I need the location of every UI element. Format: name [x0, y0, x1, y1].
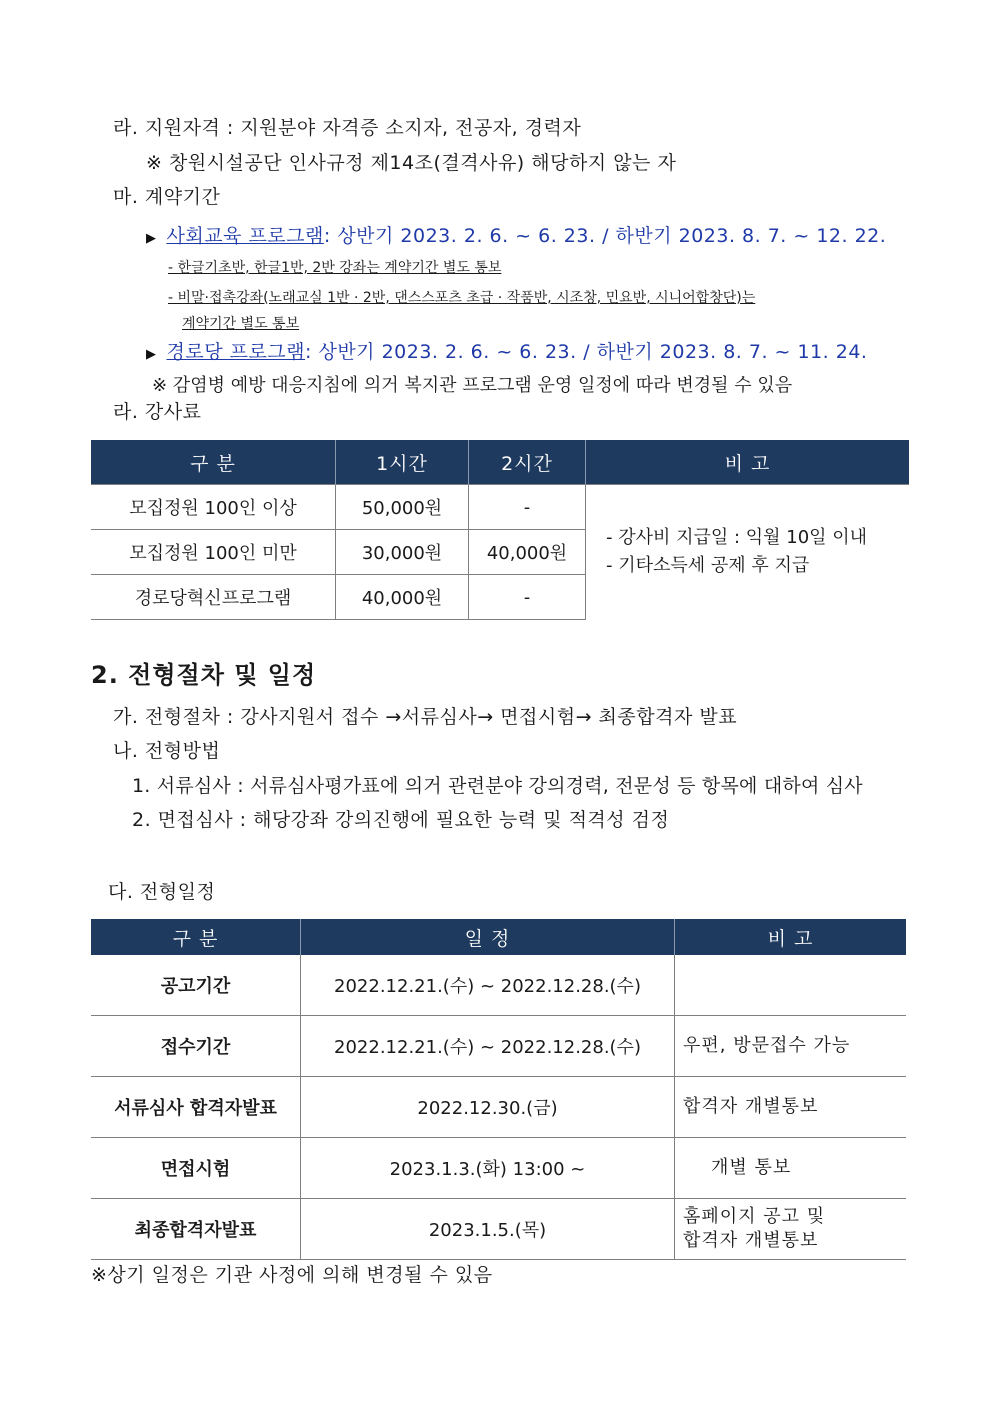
schedule-note-line1: 홈페이지 공고 및: [683, 1206, 826, 1227]
schedule-date: 2023.1.5.(목): [301, 1199, 675, 1260]
procedure-line: 가. 전형절차 : 강사지원서 접수 →서류심사→ 면접시험→ 최종합격자 발표: [113, 706, 738, 728]
table-row: [91, 1077, 906, 1138]
contract-sub2a: - 비말·접촉강좌(노래교실 1반 · 2반, 댄스스포츠 초급 · 작품반, 시조창, 민요반, 시니어합창단)는: [168, 290, 756, 306]
contract-sub2b: 계약기간 별도 통보: [182, 316, 300, 332]
fee-table: [91, 440, 909, 620]
table-row: [91, 1016, 906, 1077]
schedule-date: 2022.12.30.(금): [301, 1077, 675, 1138]
schedule-note: 우편, 방문접수 가능: [675, 1016, 907, 1077]
fee-cell: 모집정원 100인 미만: [91, 530, 336, 575]
schedule-note: 개별 통보: [675, 1138, 907, 1199]
table-row: [91, 1138, 906, 1199]
fee-cell: 50,000원: [336, 485, 469, 530]
fee-cell: -: [469, 575, 586, 620]
social-program-dates: : 상반기 2023. 2. 6. ~ 6. 23. / 하반기 2023. 8. 7. ~ 12. 22.: [323, 225, 887, 247]
table-row: [91, 955, 906, 1016]
fee-header-note: 비 고: [586, 440, 910, 485]
triangle-bullet-icon: ▶: [146, 231, 157, 246]
schedule-note: 합격자 개별통보: [675, 1077, 907, 1138]
schedule-header-date: 일 정: [301, 919, 675, 955]
schedule-label: 최종합격자발표: [91, 1199, 301, 1260]
fee-header-category: 구 분: [91, 440, 336, 485]
fee-note-1: - 강사비 지급일 : 익월 10일 이내: [606, 527, 868, 549]
contract-senior-line: [146, 340, 867, 367]
fee-cell: 30,000원: [336, 530, 469, 575]
fee-header-1h: 1시간: [336, 440, 469, 485]
method-title: 나. 전형방법: [113, 740, 221, 762]
schedule-label: 면접시험: [91, 1138, 301, 1199]
fee-title: 라. 강사료: [113, 401, 202, 423]
table-row: [91, 1199, 906, 1260]
contract-title: 마. 계약기간: [113, 186, 221, 208]
fee-note-2: - 기타소득세 공제 후 지급: [606, 555, 810, 577]
contract-sub1: - 한글기초반, 한글1반, 2반 강좌는 계약기간 별도 통보: [168, 260, 502, 276]
fee-cell: 40,000원: [336, 575, 469, 620]
schedule-date: 2022.12.21.(수) ~ 2022.12.28.(수): [301, 955, 675, 1016]
qualification-note: ※ 창원시설공단 인사규정 제14조(결격사유) 해당하지 않는 자: [146, 152, 677, 174]
fee-note-cell: [586, 485, 910, 620]
fee-cell: -: [469, 485, 586, 530]
schedule-header-row: [91, 919, 906, 955]
senior-program-label: 경로당 프로그램: [166, 341, 306, 363]
schedule-note: [675, 955, 907, 1016]
fee-header-2h: 2시간: [469, 440, 586, 485]
schedule-note-line2: 합격자 개별통보: [683, 1230, 819, 1251]
schedule-title: 다. 전형일정: [108, 881, 216, 903]
section2-title: 2. 전형절차 및 일정: [91, 661, 317, 689]
method-2: 2. 면접심사 : 해당강좌 강의진행에 필요한 능력 및 적격성 검정: [132, 809, 670, 831]
social-program-label: 사회교육 프로그램: [166, 225, 324, 247]
qualification-title: 라. 지원자격 : 지원분야 자격증 소지자, 전공자, 경력자: [113, 117, 582, 139]
schedule-date: 2023.1.3.(화) 13:00 ~: [301, 1138, 675, 1199]
method-1: 1. 서류심사 : 서류심사평가표에 의거 관련분야 강의경력, 전문성 등 항목에 대하여 심사: [132, 775, 863, 797]
senior-program-dates: : 상반기 2023. 2. 6. ~ 6. 23. / 하반기 2023. 8. 7. ~ 11. 24.: [305, 341, 868, 363]
triangle-bullet-icon: ▶: [146, 347, 157, 362]
schedule-footnote: ※상기 일정은 기관 사정에 의해 변경될 수 있음: [91, 1264, 493, 1286]
fee-cell: 경로당혁신프로그램: [91, 575, 336, 620]
contract-note: ※ 감염병 예방 대응지침에 의거 복지관 프로그램 운영 일정에 따라 변경될 수 있음: [152, 375, 793, 396]
fee-cell: 모집정원 100인 이상: [91, 485, 336, 530]
schedule-note: [675, 1199, 907, 1260]
schedule-header-category: 구 분: [91, 919, 301, 955]
schedule-label: 공고기간: [91, 955, 301, 1016]
contract-social-line: [146, 224, 886, 251]
schedule-header-note: 비 고: [675, 919, 907, 955]
fee-cell: 40,000원: [469, 530, 586, 575]
schedule-label: 서류심사 합격자발표: [91, 1077, 301, 1138]
table-row: [91, 485, 909, 530]
schedule-date: 2022.12.21.(수) ~ 2022.12.28.(수): [301, 1016, 675, 1077]
fee-header-row: [91, 440, 909, 485]
schedule-label: 접수기간: [91, 1016, 301, 1077]
schedule-table: [91, 919, 906, 1260]
